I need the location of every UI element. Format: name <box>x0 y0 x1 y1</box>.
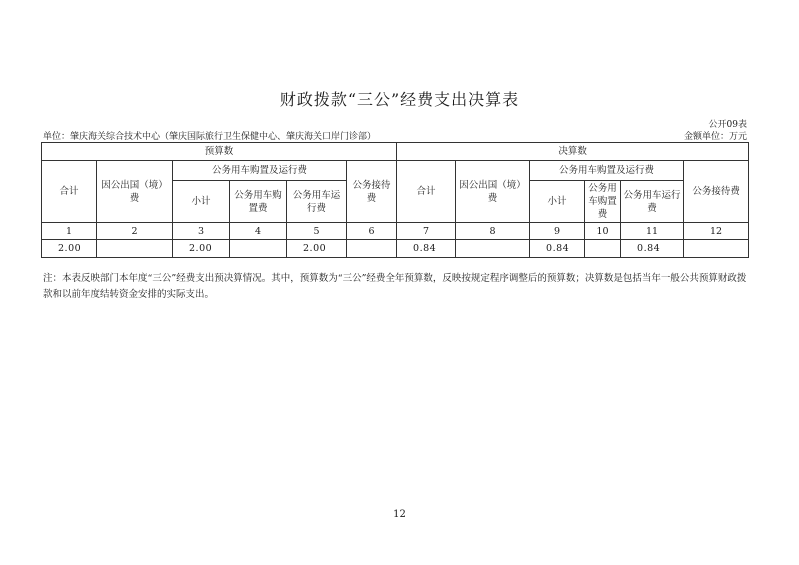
data-cell <box>97 240 173 258</box>
data-cell <box>585 240 621 258</box>
budget-operation-header: 公务用车运行费 <box>287 181 347 223</box>
column-number: 8 <box>456 223 530 240</box>
final-reception-header: 公务接待费 <box>684 161 749 223</box>
budget-subtotal-header: 小计 <box>173 181 230 223</box>
page-number: 12 <box>393 509 406 520</box>
column-number-row <box>42 223 749 240</box>
three-public-expenses-table <box>41 142 749 258</box>
column-number: 4 <box>230 223 287 240</box>
column-number: 12 <box>684 223 749 240</box>
document-title: 财政拨款“三公”经费支出决算表 <box>279 90 520 109</box>
data-cell <box>230 240 287 258</box>
budget-total-header: 合计 <box>42 161 97 223</box>
final-total-header: 合计 <box>397 161 456 223</box>
final-header: 决算数 <box>397 143 749 161</box>
column-number: 7 <box>397 223 456 240</box>
data-cell: 0.84 <box>621 240 684 258</box>
data-cell <box>456 240 530 258</box>
data-cell: 0.84 <box>397 240 456 258</box>
amount-unit: 金额单位：万元 <box>683 132 747 142</box>
final-purchase-header: 公务用车购置费 <box>585 181 621 223</box>
data-cell: 0.84 <box>530 240 585 258</box>
budget-reception-header: 公务接待费 <box>347 161 397 223</box>
budget-purchase-header: 公务用车购置费 <box>230 181 287 223</box>
column-number: 11 <box>621 223 684 240</box>
reporting-unit: 单位：肇庆海关综合技术中心（肇庆国际旅行卫生保健中心、肇庆海关口岸门诊部） <box>43 132 377 142</box>
column-number: 2 <box>97 223 173 240</box>
final-operation-header: 公务用车运行费 <box>621 181 684 223</box>
final-vehicle-group-header: 公务用车购置及运行费 <box>530 161 684 181</box>
column-number: 6 <box>347 223 397 240</box>
data-cell <box>684 240 749 258</box>
column-number: 1 <box>42 223 97 240</box>
final-subtotal-header: 小计 <box>530 181 585 223</box>
table-note: 注：本表反映部门本年度“三公”经费支出预决算情况。其中，预算数为“三公”经费全年预算数，反映按规定程序调整后的预算数；决算数是包括当年一般公共预算财政拨款和以前年度结转资金安排的实际支出。 <box>43 273 747 300</box>
final-abroad-header: 因公出国（境）费 <box>456 161 530 223</box>
column-number: 10 <box>585 223 621 240</box>
data-cell: 2.00 <box>173 240 230 258</box>
data-cell: 2.00 <box>42 240 97 258</box>
data-cell: 2.00 <box>287 240 347 258</box>
column-number: 5 <box>287 223 347 240</box>
budget-vehicle-group-header: 公务用车购置及运行费 <box>173 161 347 181</box>
column-number: 9 <box>530 223 585 240</box>
header-row-1 <box>42 143 749 161</box>
data-cell <box>347 240 397 258</box>
data-row <box>42 240 749 258</box>
form-number: 公开09表 <box>708 120 747 130</box>
budget-header: 预算数 <box>42 143 397 161</box>
column-number: 3 <box>173 223 230 240</box>
header-row-2 <box>42 161 749 181</box>
budget-abroad-header: 因公出国（境）费 <box>97 161 173 223</box>
